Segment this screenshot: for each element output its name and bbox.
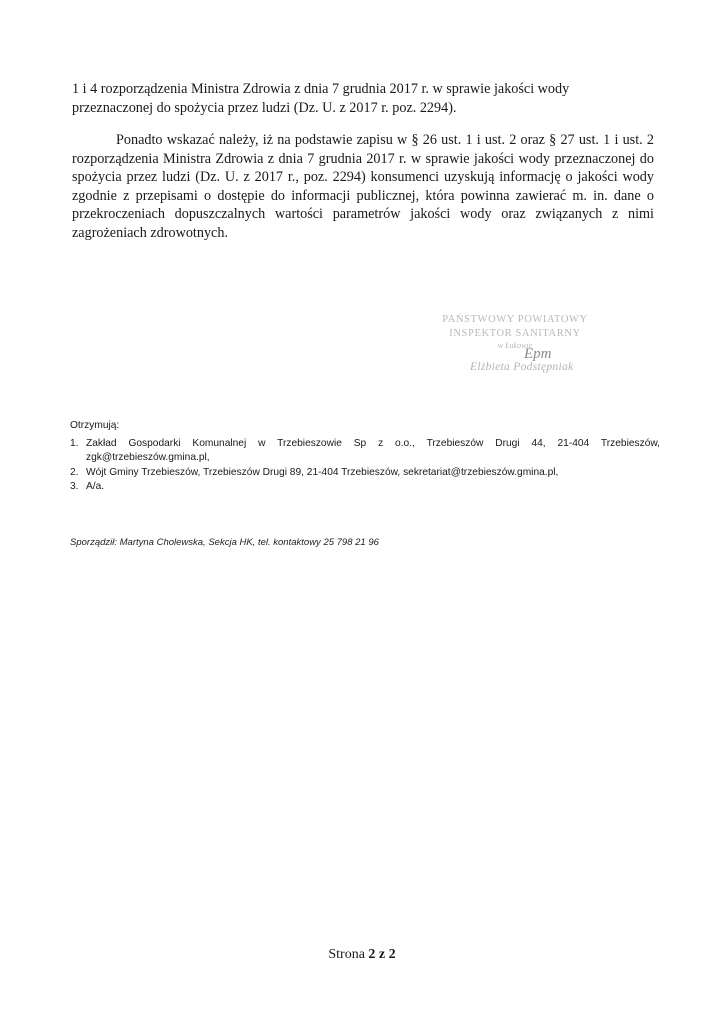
- prepared-by-note: Sporządził: Martyna Cholewska, Sekcja HK, tel. kontaktowy 25 798 21 96: [70, 537, 379, 548]
- list-item: [70, 480, 660, 495]
- list-item: [70, 466, 660, 481]
- list-item-text: Zakład Gospodarki Komunalnej w Trzebieszowie Sp z o.o., Trzebieszów Drugi 44, 21-404 Trzebieszów, zgk@trzebieszów.gmina.pl,: [86, 437, 660, 463]
- recipients-list: [70, 437, 660, 495]
- stamp-location: w Łukowie: [497, 341, 533, 350]
- recipients-title: Otrzymują:: [70, 420, 120, 431]
- page-number: 2: [368, 947, 376, 962]
- page-footer: [0, 947, 724, 963]
- list-item-number: 2.: [70, 466, 79, 478]
- list-item-text: Wójt Gminy Trzebieszów, Trzebieszów Drugi 89, 21-404 Trzebieszów, sekretariat@trzebieszów.gmina.pl,: [86, 466, 559, 478]
- stamp-name: Elżbieta Podstępniak: [470, 361, 574, 373]
- stamp-title-line-1: PAŃSTWOWY POWIATOWY: [442, 314, 588, 325]
- body-paragraph-1: 1 i 4 rozporządzenia Ministra Zdrowia z dnia 7 grudnia 2017 r. w sprawie jakości wody przeznaczonej do spożycia przez ludzi (Dz. U. z 2017 r. poz. 2294).: [72, 81, 570, 116]
- body-paragraph-2: Ponadto wskazać należy, iż na podstawie zapisu w § 26 ust. 1 i ust. 2 oraz § 27 ust. 1 i ust. 2 rozporządzenia Ministra Zdrowia z dnia 7 grudnia 2017 r. w sprawie jakości wody przeznaczonej do spożycia przez ludzi (Dz. U. z 2017 r., poz. 2294) konsumenci uzyskują informację o jakości wody zgodnie z przepisami o dostępie do informacji publicznej, która powinna zawierać m. in. dane o przekroczeniach dopuszczalnych wartości parametrów jakości wody oraz związanych z nimi zagrożeniach zdrowotnych.: [72, 132, 654, 241]
- page-total: 2: [388, 947, 396, 962]
- page-separator: z: [378, 947, 386, 962]
- list-item-number: 3.: [70, 481, 79, 492]
- list-item-text: A/a.: [86, 481, 105, 492]
- recipients-section: [70, 419, 660, 495]
- page-label: Strona: [328, 947, 365, 962]
- list-item: [70, 437, 660, 466]
- stamp-title-line-2: INSPEKTOR SANITARNY: [449, 328, 581, 339]
- list-item-number: 1.: [70, 437, 79, 449]
- official-stamp: [425, 313, 605, 352]
- handwritten-signature: Epm: [524, 346, 552, 362]
